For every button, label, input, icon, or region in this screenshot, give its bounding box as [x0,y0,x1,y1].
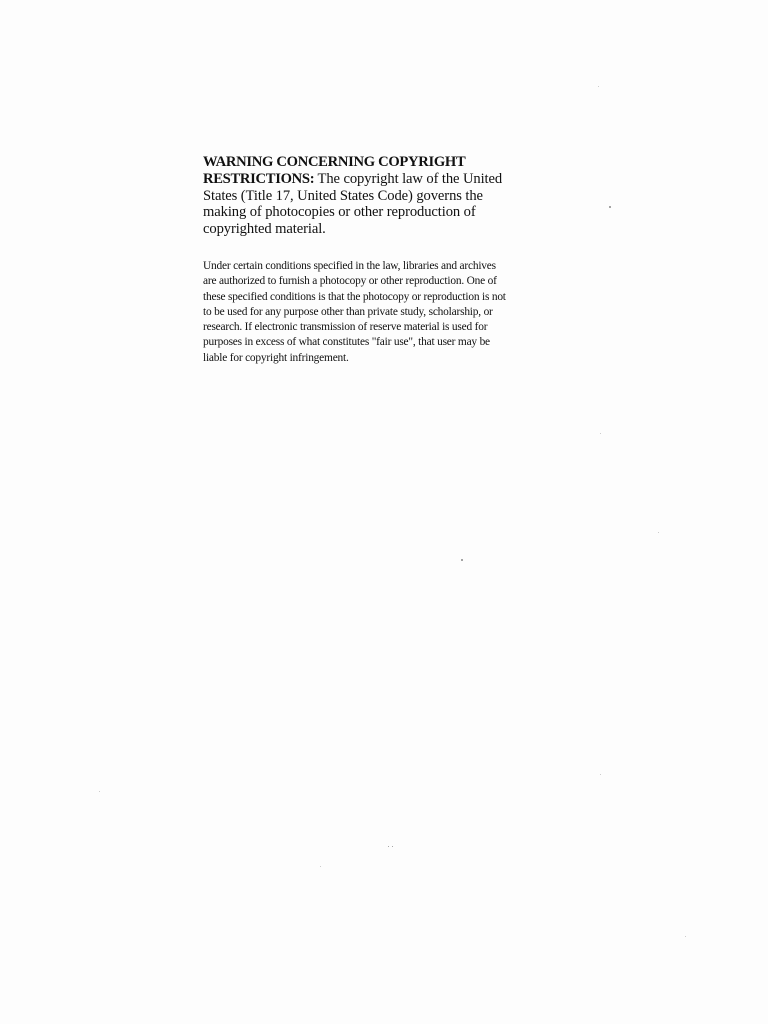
scan-speck [685,936,686,937]
scan-speck [600,774,601,775]
scan-speck [99,791,100,792]
warning-heading: WARNING CONCERNING COPYRIGHT RESTRICTIONS: [203,154,466,187]
scan-speck [392,846,393,847]
scan-speck [461,559,463,561]
scan-speck [598,86,599,87]
scan-speck [320,866,321,867]
reproduction-conditions-paragraph: Under certain conditions specified in the law, libraries and archives are authorized to furnish a photocopy or other reproduction. One of these specified conditions is that the photocopy or reproduction is not to be used for any purpose other than private study, scholarship, or research. If electronic transmission of reserve material is used for purposes in excess of what constitutes "fair use", that user may be liable for copyright infringement. [203,259,506,364]
copyright-notice [203,154,513,366]
scan-speck [388,846,389,847]
scan-speck [600,433,601,434]
scan-speck [658,532,659,533]
copyright-warning-paragraph [203,154,505,238]
scan-speck [609,206,611,208]
warning-intro-text: The copyright law of the United States (Title 17, United States Code) governs the making of photocopies or other reproduction of copyrighted material. [203,170,503,238]
